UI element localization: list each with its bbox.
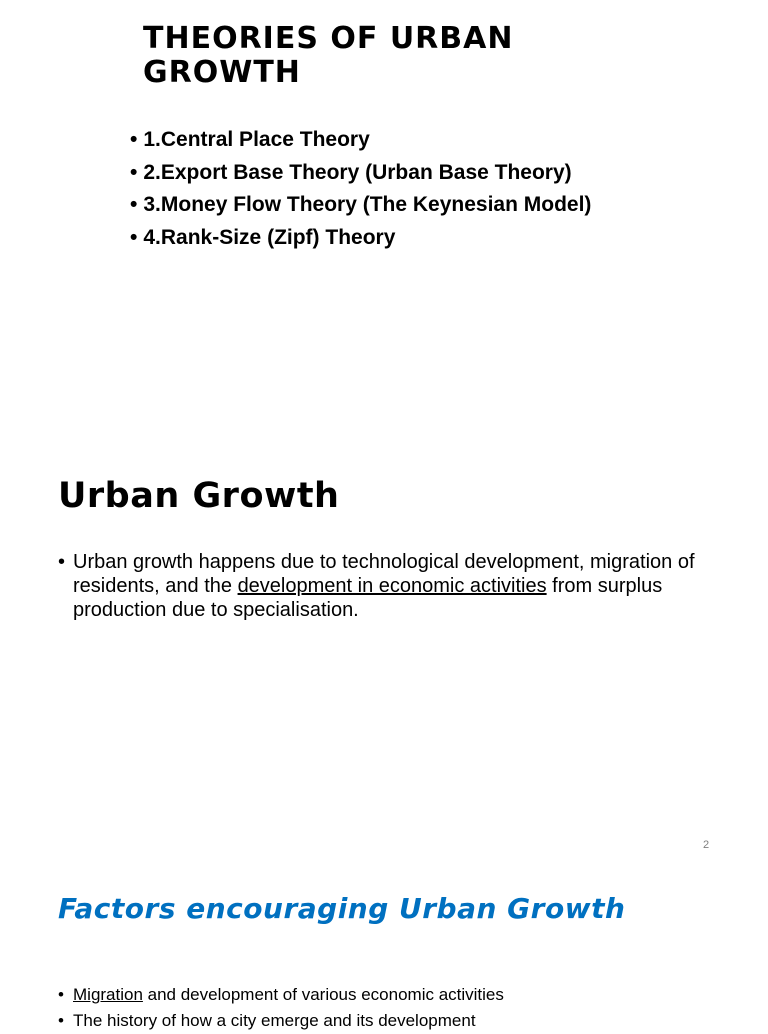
paragraph-text <box>58 550 718 622</box>
bullet-icon: • <box>130 193 138 216</box>
bullet-icon: • <box>130 160 138 184</box>
migration-link[interactable]: Migration <box>73 985 143 1004</box>
bullet-icon: • <box>58 985 64 1004</box>
bullet-icon: • <box>58 551 66 573</box>
bullet-icon: • <box>130 225 138 249</box>
list-item-label: and development of various economic activities <box>142 985 504 1004</box>
page-number: 2 <box>703 839 710 851</box>
slide-factors <box>0 864 768 1030</box>
list-item <box>58 1008 504 1034</box>
list-item <box>58 982 504 1008</box>
theories-list <box>130 124 591 254</box>
list-item <box>130 124 591 157</box>
list-item-label: 2.Export Base Theory (Urban Base Theory) <box>143 160 572 184</box>
factors-list <box>58 982 504 1034</box>
slide-title-factors: Factors encouraging Urban Growth <box>58 892 626 925</box>
list-item <box>130 157 591 190</box>
list-item-label: The history of how a city emerge and its development <box>73 1011 476 1030</box>
bullet-icon: • <box>130 128 138 151</box>
list-item-label: 3.Money Flow Theory (The Keynesian Model) <box>143 193 592 216</box>
economic-activities-link[interactable]: development in economic activities <box>237 575 547 597</box>
urban-growth-paragraph <box>58 550 718 622</box>
paragraph-text-start: Urban growth happens due to technological development, migration of residents, and the <box>73 551 695 597</box>
list-item <box>130 222 591 255</box>
list-item-label: 4.Rank-Size (Zipf) Theory <box>143 225 396 249</box>
list-item-label: 1.Central Place Theory <box>143 128 370 151</box>
list-item <box>130 189 591 222</box>
slide-urban-growth <box>0 432 768 864</box>
slide-theories <box>0 0 768 432</box>
paragraph-text-end: from surplus production due to specialisation. <box>73 575 663 621</box>
slide-title-urban-growth: Urban Growth <box>58 476 340 516</box>
bullet-icon: • <box>58 1011 64 1030</box>
slide-title-theories: THEORIES OF URBAN GROWTH <box>143 21 514 90</box>
